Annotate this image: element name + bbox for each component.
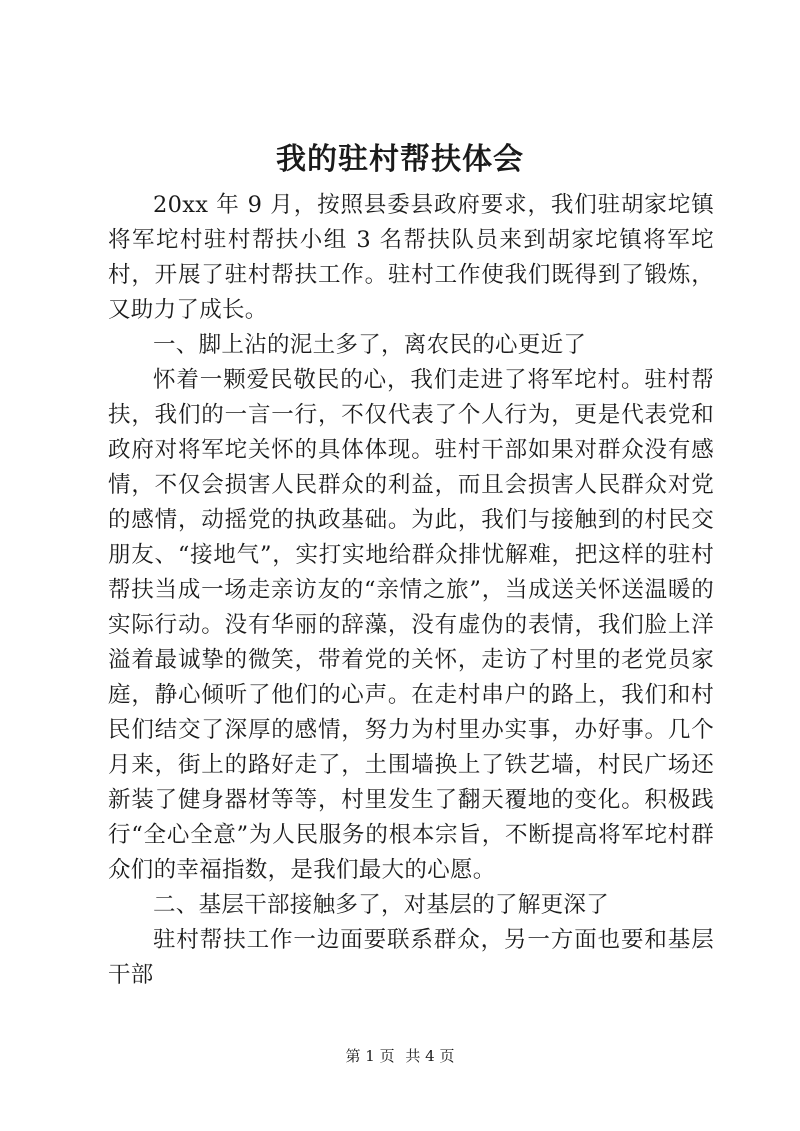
- page-footer: [0, 1046, 800, 1066]
- section-heading-1: 一、脚上沾的泥土多了，离农民的心更近了: [153, 332, 587, 358]
- document-body: [108, 188, 714, 993]
- paragraph-intro: 20xx 年 9 月，按照县委县政府要求，我们驻胡家坨镇将军坨村驻村帮扶小组 3 名帮扶队员来到胡家坨镇将军坨村，开展了驻村帮扶工作。驻村工作使我们既得到了锻炼，又助力了成长。: [108, 192, 714, 323]
- paragraph-section-1: 怀着一颗爱民敬民的心，我们走进了将军坨村。驻村帮扶，我们的一言一行，不仅代表了个人行为，更是代表党和政府对将军坨关怀的具体体现。驻村干部如果对群众没有感情，不仅会损害人民群众的利益，而且会损害人民群众对党的感情，动摇党的执政基础。为此，我们与接触到的村民交朋友、“接地气”，实打实地给群众排忧解难，把这样的驻村帮扶当成一场走亲访友的“亲情之旅”，当成送关怀送温暖的实际行动。没有华丽的辞藻，没有虚伪的表情，我们脸上洋溢着最诚挚的微笑，带着党的关怀，走访了村里的老党员家庭，静心倾听了他们的心声。在走村串户的路上，我们和村民们结交了深厚的感情，努力为村里办实事，办好事。几个月来，街上的路好走了，土围墙换上了铁艺墙，村民广场还新装了健身器材等等，村里发生了翻天覆地的变化。积极践行“全心全意”为人民服务的根本宗旨，不断提高将军坨村群众们的幸福指数，是我们最大的心愿。: [108, 367, 714, 883]
- document-title: 我的驻村帮扶体会: [276, 142, 524, 177]
- page-number: 第 1 页: [345, 1047, 395, 1065]
- paragraph-section-2: 驻村帮扶工作一边面要联系群众，另一方面也要和基层干部: [108, 927, 714, 988]
- section-heading-2: 二、基层干部接触多了，对基层的了解更深了: [153, 892, 610, 918]
- page-total: 共 4 页: [405, 1047, 455, 1065]
